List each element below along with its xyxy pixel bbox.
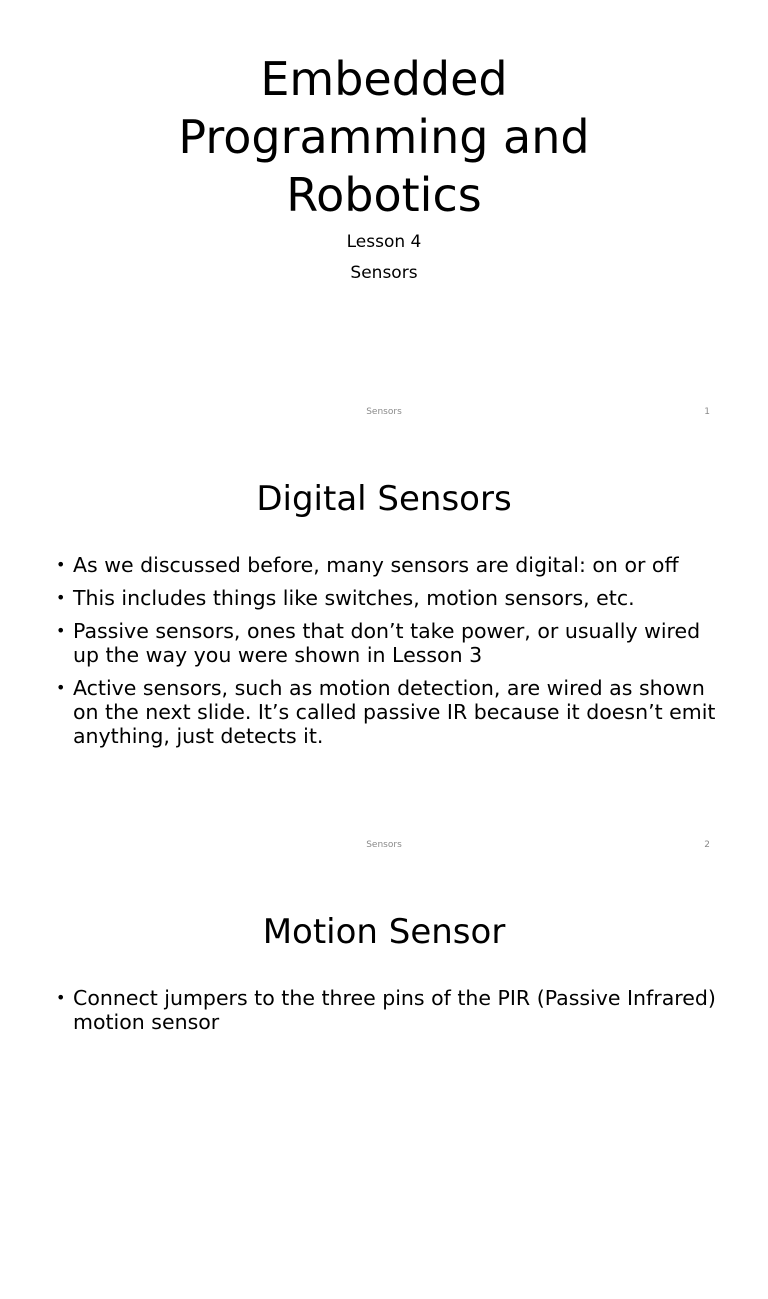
slide-2 [0, 433, 768, 866]
bullet-item [56, 676, 716, 748]
bullet-text: This includes things like switches, motion sensors, etc. [73, 586, 635, 610]
slide-title [0, 50, 768, 224]
slide-number: 1 [704, 407, 710, 417]
title-line: Robotics [286, 168, 482, 222]
slide-subtitle-topic: Sensors [350, 263, 418, 283]
slide-title: Digital Sensors [256, 479, 512, 519]
title-line: Embedded [260, 52, 508, 106]
bullet-icon: • [56, 588, 66, 607]
bullet-icon: • [56, 621, 66, 640]
slide-subtitle-lesson: Lesson 4 [346, 232, 422, 252]
slide-footer: Sensors [366, 840, 402, 850]
bullet-icon: • [56, 555, 66, 574]
slide-number: 2 [704, 840, 710, 850]
title-line: Programming and [178, 110, 590, 164]
bullet-list [56, 553, 716, 757]
bullet-icon: • [56, 988, 66, 1007]
bullet-text: Active sensors, such as motion detection, are wired as shown on the next slide. It’s called passive IR because it doesn’t emit anything, just detects it. [73, 676, 716, 748]
bullet-text: As we discussed before, many sensors are digital: on or off [73, 553, 679, 577]
bullet-item [56, 586, 716, 610]
bullet-item [56, 619, 716, 667]
bullet-icon: • [56, 678, 66, 697]
bullet-list [56, 986, 716, 1043]
bullet-item [56, 986, 716, 1034]
slide-1 [0, 0, 768, 433]
bullet-text: Connect jumpers to the three pins of the PIR (Passive Infrared) motion sensor [73, 986, 716, 1034]
slide-3 [0, 866, 768, 1299]
bullet-item [56, 553, 716, 577]
slide-title: Motion Sensor [262, 912, 506, 952]
slide-footer: Sensors [366, 407, 402, 417]
bullet-text: Passive sensors, ones that don’t take power, or usually wired up the way you were shown in Lesson 3 [73, 619, 701, 667]
